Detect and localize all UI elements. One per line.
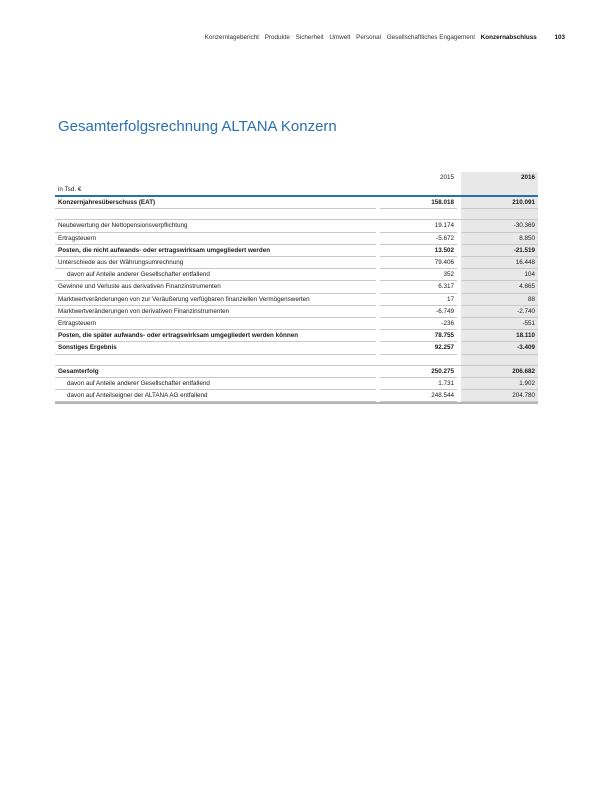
- table-row: [55, 281, 538, 293]
- unit-row: [55, 184, 538, 196]
- value-2016: -21.519: [461, 244, 538, 256]
- value-2016: -3.409: [461, 342, 538, 354]
- row-label: davon auf Anteilseigner der ALTANA AG entfallend: [55, 390, 376, 402]
- value-2015: 17: [380, 293, 457, 305]
- value-2015: 13.502: [380, 244, 457, 256]
- row-label: Neubewertung der Nettopensionsverpflichtung: [55, 220, 376, 232]
- row-label: Konzernjahresüberschuss (EAT): [55, 196, 376, 209]
- table-row: [55, 257, 538, 269]
- table-row: [55, 330, 538, 342]
- value-2015: 158.018: [380, 196, 457, 209]
- table-row: [55, 293, 538, 305]
- spacer-row: [55, 354, 538, 365]
- value-2015: 19.174: [380, 220, 457, 232]
- row-label: Posten, die später aufwands- oder ertragswirksam umgegliedert werden können: [55, 330, 376, 342]
- value-2016: 88: [461, 293, 538, 305]
- header-empty-cell: [55, 172, 376, 184]
- value-2015: -6.749: [380, 305, 457, 317]
- value-2015: 92.257: [380, 342, 457, 354]
- row-label: Gewinne und Verluste aus derivativen Finanzinstrumenten: [55, 281, 376, 293]
- top-navigation: [201, 34, 565, 41]
- value-2015: 6.317: [380, 281, 457, 293]
- page-title: Gesamterfolgsrechnung ALTANA Konzern: [58, 118, 337, 135]
- row-label: Ertragsteuern: [55, 318, 376, 330]
- row-label: Posten, die nicht aufwands- oder ertragswirksam umgegliedert werden: [55, 244, 376, 256]
- row-label: Ertragsteuern: [55, 232, 376, 244]
- table-row: [55, 390, 538, 402]
- row-label: Marktwertveränderungen von derivativen Finanzinstrumenten: [55, 305, 376, 317]
- value-2016: 4.865: [461, 281, 538, 293]
- row-label: davon auf Anteile anderer Gesellschafter entfallend: [55, 377, 376, 389]
- table-row: [55, 318, 538, 330]
- value-2015: -236: [380, 318, 457, 330]
- value-2016: 104: [461, 269, 538, 281]
- value-2016: 18.110: [461, 330, 538, 342]
- value-2016: 1.902: [461, 377, 538, 389]
- row-label: Marktwertveränderungen von zur Veräußerung verfügbaren finanziellen Vermögenswerten: [55, 293, 376, 305]
- value-2015: 248.544: [380, 390, 457, 402]
- value-2015: 1.731: [380, 377, 457, 389]
- value-2016: 206.682: [461, 365, 538, 377]
- table-row: [55, 377, 538, 389]
- header-2015: 2015: [439, 174, 454, 182]
- income-statement-table: [55, 172, 538, 402]
- value-2016: 210.091: [461, 196, 538, 209]
- value-2016: -551: [461, 318, 538, 330]
- income-statement-table-frame: [55, 172, 538, 404]
- nav-item-engagement[interactable]: Gesellschaftliches Engagement: [386, 34, 475, 41]
- value-2016: 16.448: [461, 257, 538, 269]
- table-row: [55, 365, 538, 377]
- value-2015: -5.672: [380, 232, 457, 244]
- table-row: [55, 305, 538, 317]
- table-header-row: [55, 172, 538, 184]
- row-label: davon auf Anteile anderer Gesellschafter entfallend: [55, 269, 376, 281]
- table-row: [55, 269, 538, 281]
- row-label: Unterschiede aus der Währungsumrechnung: [55, 257, 376, 269]
- row-label: Sonstiges Ergebnis: [55, 342, 376, 354]
- value-2015: 352: [380, 269, 457, 281]
- unit-label: in Tsd. €: [55, 184, 376, 196]
- header-2016: 2016: [461, 172, 538, 184]
- nav-item-personal[interactable]: Personal: [356, 34, 382, 41]
- nav-item-konzernlagebericht[interactable]: Konzernlagebericht: [204, 34, 259, 41]
- value-2015: 79.406: [380, 257, 457, 269]
- value-2016: 8.850: [461, 232, 538, 244]
- value-2015: 78.755: [380, 330, 457, 342]
- nav-item-produkte[interactable]: Produkte: [264, 34, 290, 41]
- value-2016: 204.780: [461, 390, 538, 402]
- spacer-row: [55, 209, 538, 220]
- page-number: 103: [554, 34, 565, 41]
- table-row: [55, 220, 538, 232]
- row-label: Gesamterfolg: [55, 365, 376, 377]
- table-row: [55, 244, 538, 256]
- value-2015: 250.275: [380, 365, 457, 377]
- table-row: [55, 342, 538, 354]
- nav-item-sicherheit[interactable]: Sicherheit: [295, 34, 324, 41]
- nav-item-konzernabschluss[interactable]: Konzernabschluss: [480, 34, 537, 41]
- value-2016: -2.740: [461, 305, 538, 317]
- value-2016: -30.369: [461, 220, 538, 232]
- table-row: [55, 232, 538, 244]
- table-row: [55, 196, 538, 209]
- nav-item-umwelt[interactable]: Umwelt: [329, 34, 351, 41]
